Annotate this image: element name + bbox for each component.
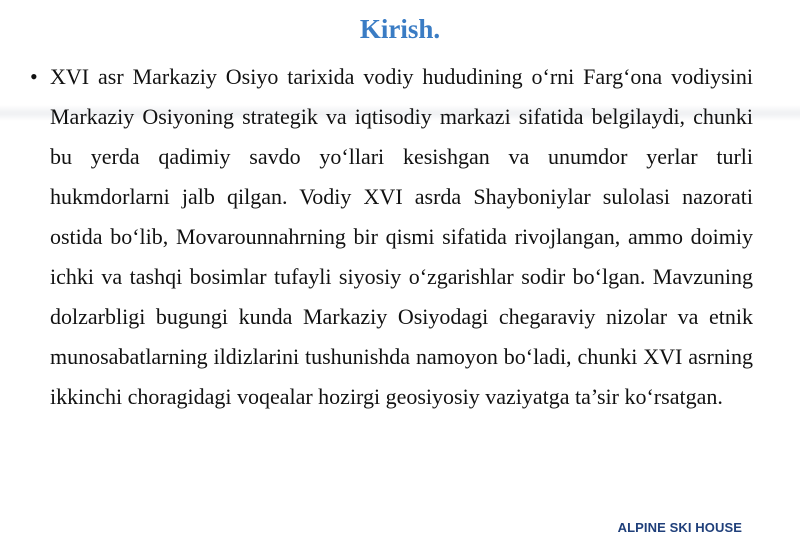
brand-name-part2: SKI HOUSE	[669, 520, 742, 535]
bullet-item	[30, 57, 753, 417]
brand-logo	[618, 520, 742, 535]
bullet-text: XVI asr Markaziy Osiyo tarixida vodiy hududining o‘rni Farg‘ona vodiysini Markaziy Osiyoning strategik va iqtisodiy markazi sifatida belgilaydi, chunki bu yerda qadimiy savdo yo‘llari kesishgan va unumdor yerlar turli hukmdorlarni jalb qilgan. Vodiy XVI asrda Shayboniylar sulolasi nazorati ostida bo‘lib, Movarounnahrning bir qismi sifatida rivojlangan, ammo doimiy ichki va tashqi bosimlar tufayli siyosiy o‘zgarishlar sodir bo‘lgan. Mavzuning dolzarbligi bugungi kunda Markaziy Osiyodagi chegaraviy nizolar va etnik munosabatlarning ildizlarini tushunishda namoyon bo‘ladi, chunki XVI asrning ikkinchi choragidagi voqealar hozirgi geosiyosiy vaziyatga ta’sir ko‘rsatgan.	[50, 64, 753, 409]
brand-name-part1: ALPINE	[617, 520, 666, 535]
bullet-icon: •	[30, 64, 38, 89]
slide-title: Kirish.	[359, 14, 441, 44]
